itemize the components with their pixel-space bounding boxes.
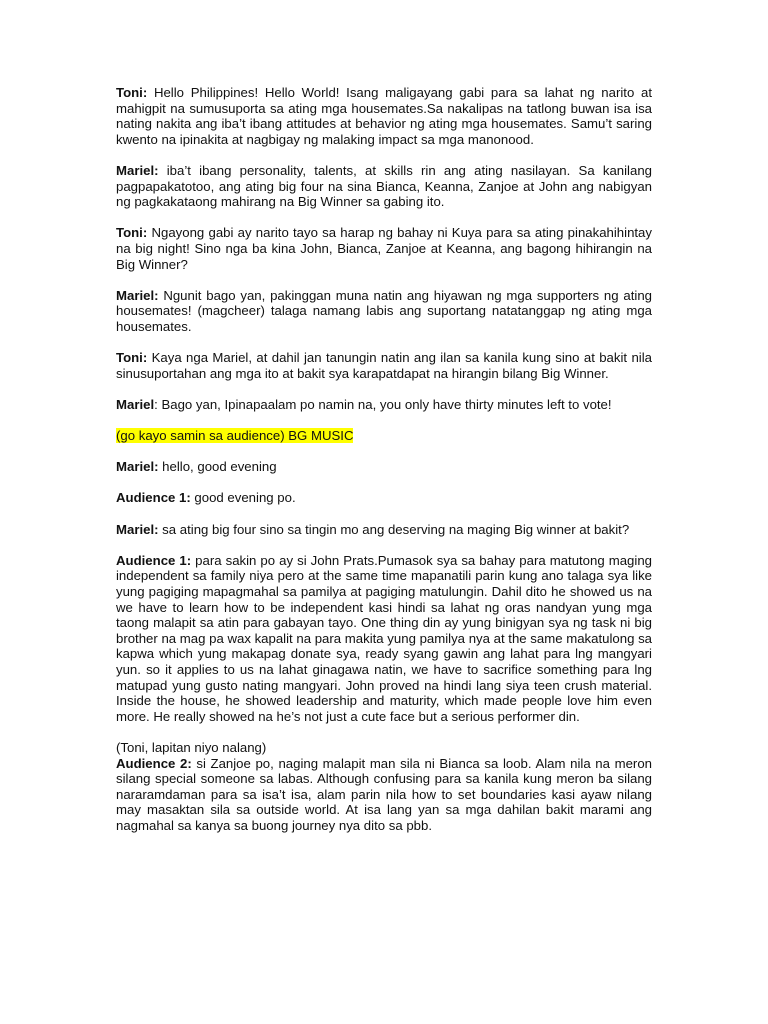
dialogue-text: Hello Philippines! Hello World! Isang maligayang gabi para sa lahat ng narito at mahigpit na sumusuporta sa ating mga housemates.Sa nakalipas na tatlong buwan isa isa nating nakita ang iba’t ibang attitudes at behavior ng ating mga housemates. Samu’t saring kwento na ipinakita at nagbigay ng malaking impact sa mga manonood. — [116, 85, 652, 147]
speaker-name: Toni: — [116, 225, 148, 241]
script-line — [116, 553, 652, 725]
highlighted-direction: (go kayo samin sa audience) BG MUSIC — [116, 428, 354, 444]
dialogue-text: Ngunit bago yan, pakinggan muna natin ang hiyawan ng mga supporters ng ating housemates! (magcheer) talaga namang labis ang suportang natatanggap ng ating mga housemates. — [116, 287, 652, 334]
speaker-name: Toni: — [116, 85, 148, 100]
script-line — [116, 397, 652, 413]
dialogue-text: Kaya nga Mariel, at dahil jan tanungin natin ang ilan sa kanila kung sino at bakit nila sinusuportahan ang mga ito at bakit sya karapatdapat na hirangin bilang Big Winner. — [116, 350, 652, 381]
speaker-name: Mariel — [116, 396, 155, 412]
speaker-name: Toni: — [116, 350, 148, 366]
dialogue-text: iba’t ibang personality, talents, at skills rin ang ating nasilayan. Sa kanilang pagpapakatotoo, ang ating big four na sina Bianca, Keanna, Zanjoe at John ang nabigyan ng pagkakataong mahirang na Big Winner sa gabing ito. — [116, 162, 652, 210]
dialogue-text: sa ating big four sino sa tingin mo ang deserving na maging Big winner at bakit? — [158, 521, 630, 537]
document-page — [116, 85, 652, 849]
script-line — [116, 225, 652, 272]
stage-direction — [116, 740, 652, 756]
dialogue-text: Ngayong gabi ay narito tayo sa harap ng bahay ni Kuya para sa ating pinakahihintay na big night! Sino nga ba kina John, Bianca, Zanjoe at Keanna, ang bagong hihirangin na Big Winner? — [116, 225, 652, 272]
script-line — [116, 756, 652, 834]
dialogue-text: : Bago yan, Ipinapaalam po namin na, you only have thirty minutes left to vote! — [154, 396, 612, 412]
direction-text: (Toni, lapitan niyo nalang) — [116, 739, 267, 755]
script-line — [116, 490, 652, 506]
script-line — [116, 85, 652, 147]
script-line — [116, 522, 652, 538]
speaker-name: Mariel: — [116, 459, 159, 475]
speaker-name: Audience 1: — [116, 490, 191, 506]
stage-direction — [116, 428, 652, 444]
speaker-name: Audience 1: — [116, 552, 192, 568]
script-line — [116, 288, 652, 335]
dialogue-text: para sakin po ay si John Prats.Pumasok sya sa bahay para matutong maging independent sa family niya pero at the same time mapanatili parin kung ano talaga sya like yung pagiging mapagmahal sa pamilya at pagiging matulungin. Dahil dito he showed us na we have to learn how to be independent kasi hindi sa lahat ng oras nandyan yung mga taong malapit sa atin para gabayan tayo. One thing din ay yung binigyan sya ng task ni big brother na mag pa wax kapalit na para makita yung pamilya nya at the same makatulong sa kapwa which yung makapag donate sya, ready syang gawin ang lahat para lng mangyari yun. so it applies to us na lahat ginagawa natin, we have to sacrifice something para lng matupad yung gusto nating mangyari. John proved na hindi lang siya teen crush material. Inside the house, he showed leadership and maturity, which made people love him even more. He really showed na he’s not just a cute face but a serious performer din. — [116, 552, 652, 724]
dialogue-text: si Zanjoe po, naging malapit man sila ni Bianca sa loob. Alam nila na meron silang special someone sa labas. Although confusing para sa kanila kung meron ba silang nararamdaman para sa isa’t isa, alam parin nila how to set boundaries kasi ayaw nilang may masaktan sila sa outside world. At isa lang yan sa mga dahilan bakit marami ang nagmahal sa kanya sa buong journey nya dito sa pbb. — [116, 755, 652, 833]
script-line — [116, 459, 652, 475]
speaker-name: Audience 2: — [116, 755, 192, 771]
speaker-name: Mariel: — [116, 521, 159, 537]
speaker-name: Mariel: — [116, 287, 159, 303]
speaker-name: Mariel: — [116, 162, 159, 178]
dialogue-text: good evening po. — [190, 490, 296, 506]
dialogue-text: hello, good evening — [158, 459, 277, 475]
script-line — [116, 350, 652, 381]
script-line — [116, 163, 652, 210]
